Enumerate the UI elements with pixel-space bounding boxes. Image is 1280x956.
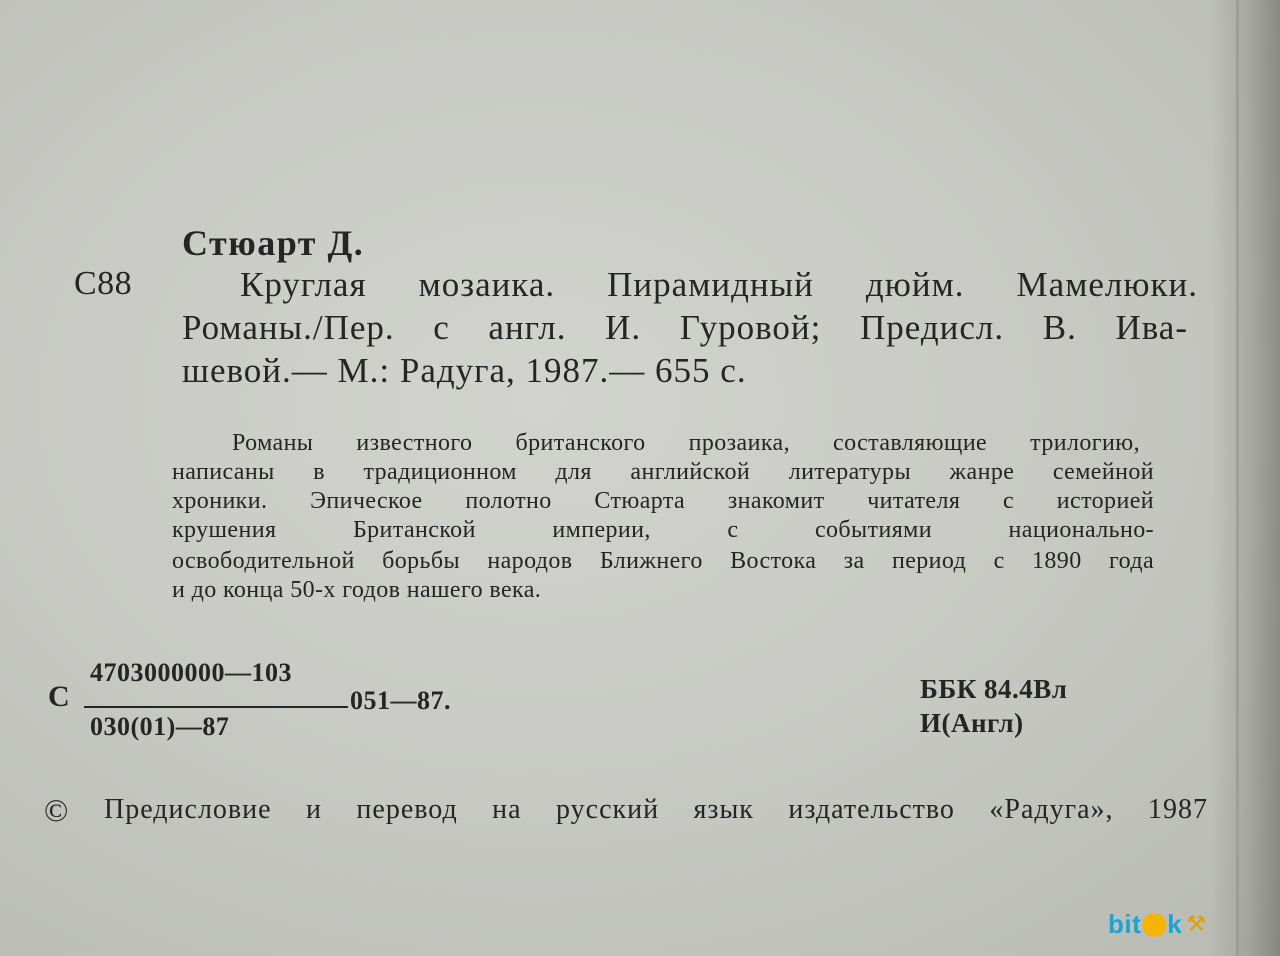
annotation-line: и до конца 50-х годов нашего века. (172, 577, 542, 603)
catalog-code: С88 (74, 265, 133, 302)
annotation-line: хроники. Эпическое полотно Стюарта знакомит читателя с историей (172, 488, 1154, 514)
copyright-icon: © (44, 792, 69, 828)
hammer-icon: ⚒ (1186, 911, 1207, 936)
watermark-text: k (1167, 908, 1183, 939)
bibliographic-line: Круглая мозаика. Пирамидный дюйм. Мамелюки. (240, 265, 1198, 304)
catalog-index-suffix: 051—87. (350, 686, 451, 715)
copyright-text: Предисловие и перевод на русский язык издательство «Радуга», 1987 (104, 794, 1208, 825)
bbk-subclass: И(Англ) (920, 708, 1024, 738)
catalog-index-prefix: С (48, 680, 71, 713)
catalog-index-numerator: 4703000000—103 (90, 658, 292, 687)
watermark-text: bit (1108, 908, 1142, 939)
bbk-code: ББК 84.4Вл (920, 674, 1068, 704)
catalog-fraction-line (84, 706, 348, 708)
coin-icon (1142, 913, 1166, 937)
bibliographic-line: шевой.— М.: Радуга, 1987.— 655 с. (182, 351, 747, 390)
annotation-line: Романы известного британского прозаика, составляющие трилогию, (232, 430, 1140, 456)
annotation-line: крушения Британской империи, с событиями национально- (172, 517, 1154, 543)
watermark-logo (1108, 906, 1206, 942)
catalog-index-denominator: 030(01)—87 (90, 712, 230, 741)
author-name: Стюарт Д. (182, 223, 365, 263)
bibliographic-line: Романы./Пер. с англ. И. Гуровой; Предисл. В. Ива- (182, 308, 1188, 347)
page-fold-shadow (1210, 0, 1280, 956)
annotation-line: написаны в традиционном для английской литературы жанре семейной (172, 459, 1154, 485)
annotation-line: освободительной борьбы народов Ближнего Востока за период с 1890 года (172, 548, 1154, 574)
